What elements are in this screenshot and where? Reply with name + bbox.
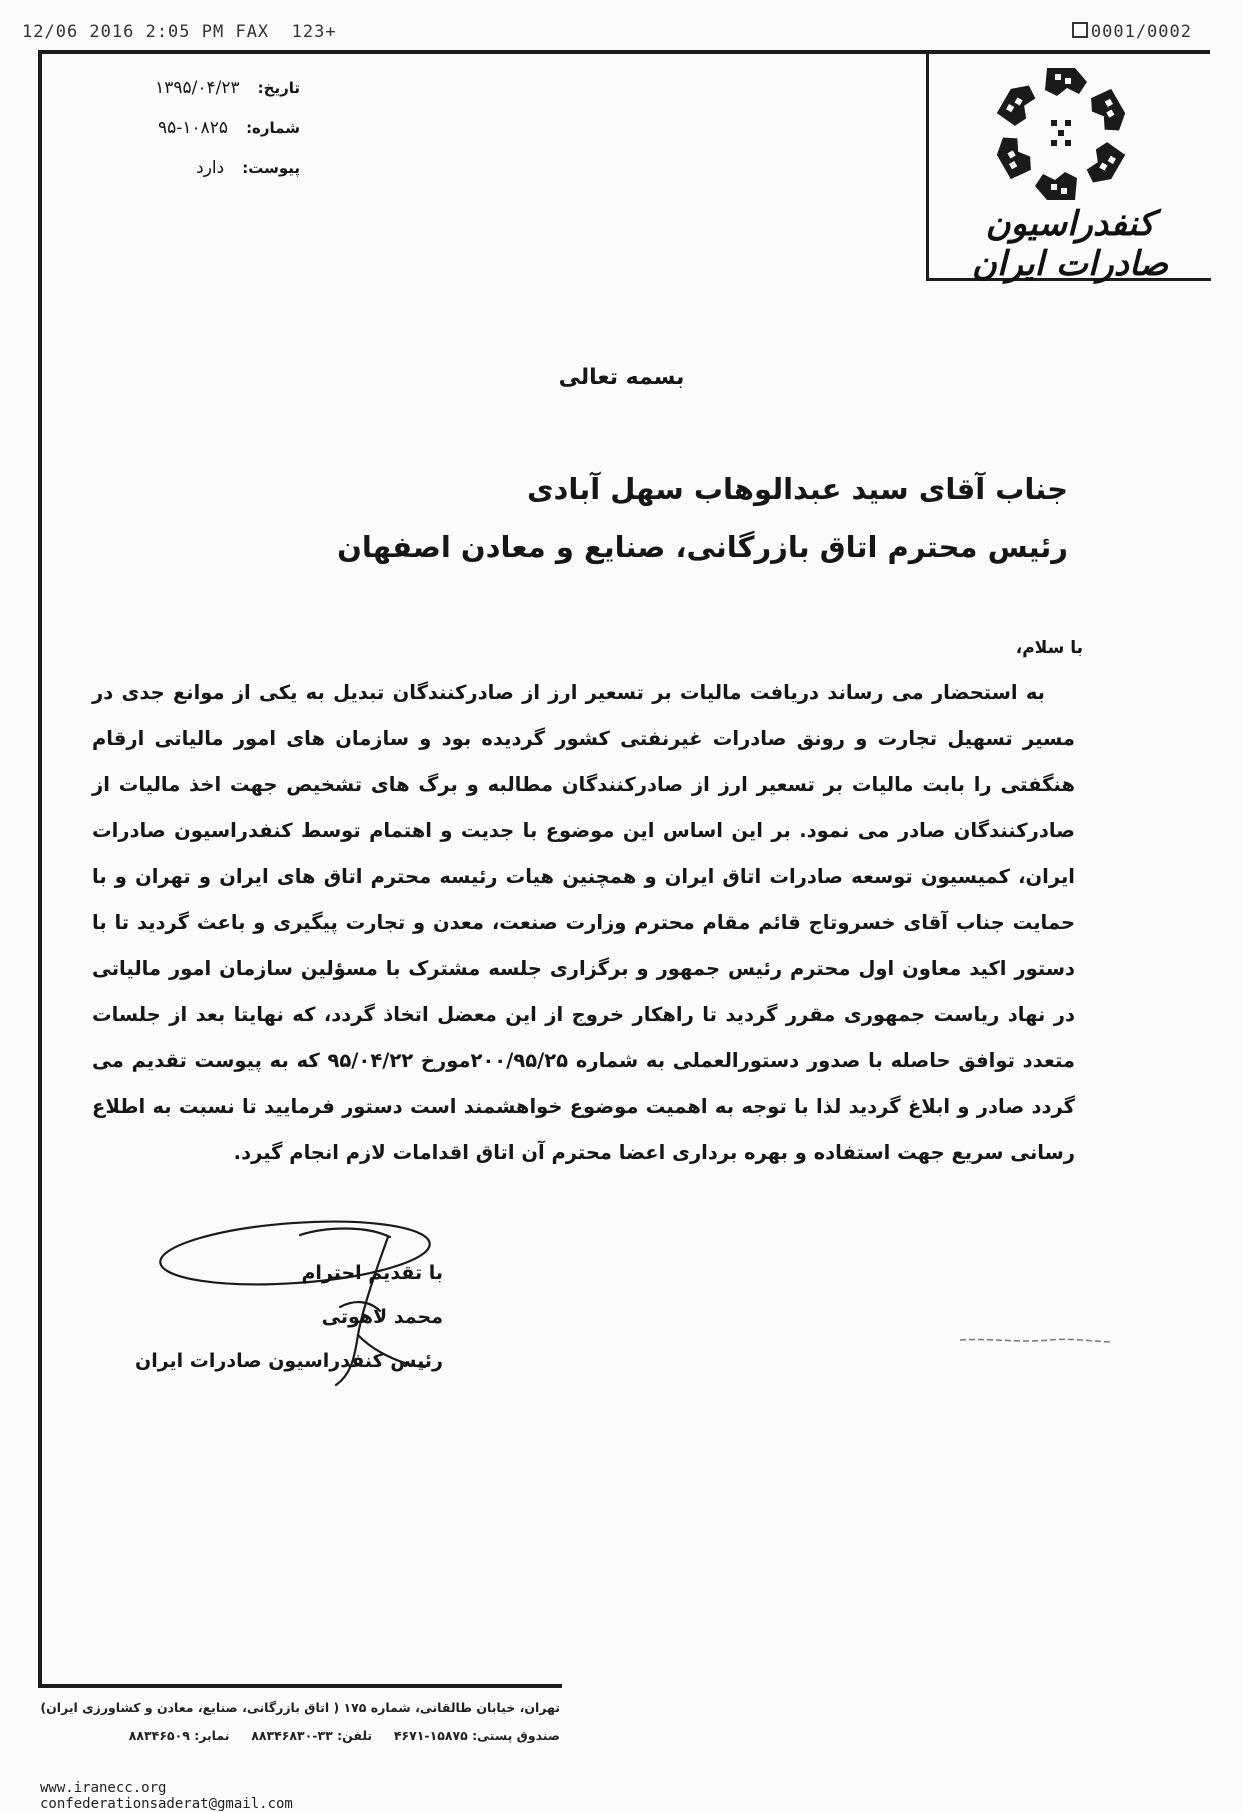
meta-date (120, 78, 300, 118)
meta-attachment-value: دارد (196, 158, 225, 178)
footer-address: تهران، خیابان طالقانی، شماره ۱۷۵ ( اتاق بازرگانی، صنایع، معادن و کشاورزی ایران) (40, 1700, 560, 1715)
organization-name: کنفدراسیون صادرات ایران (971, 204, 1169, 284)
greeting: با سلام، (1015, 638, 1083, 658)
signatory-title: رئیس کنفدراسیون صادرات ایران (135, 1350, 443, 1372)
meta-date-value: ۱۳۹۵/۰۴/۲۳ (155, 78, 240, 98)
letterhead-logo (926, 54, 1211, 284)
letter-footer (40, 1700, 560, 1756)
footer-phone: تلفن: ۳۳-۸۸۳۴۶۸۳۰ (251, 1728, 373, 1743)
addressee-block (337, 472, 1068, 588)
fax-header (22, 22, 1192, 48)
scan-artifact-line (960, 1335, 1110, 1345)
footer-fax: نمابر: ۸۸۳۴۶۵۰۹ (128, 1728, 230, 1743)
fax-box-icon (1072, 22, 1088, 38)
fax-timestamp: 12/06 2016 2:05 PM FAX 123+ (22, 22, 337, 42)
footer-website[interactable]: www.iranecc.org (40, 1780, 167, 1796)
closing-regards: با تقدیم احترام (301, 1262, 443, 1284)
iranecc-logo-icon (991, 64, 1131, 204)
meta-attachment (120, 158, 300, 198)
addressee-title: رئیس محترم اتاق بازرگانی، صنایع و معادن اصفهان (337, 530, 1068, 564)
signatory-name: محمد لاهوتی (321, 1306, 443, 1328)
footer-links (40, 1780, 560, 1812)
frame-bottom-border (38, 1684, 562, 1688)
meta-attachment-label: پیوست: (242, 159, 300, 177)
closing-block (135, 1262, 443, 1394)
letter-meta (120, 78, 300, 198)
meta-number-label: شماره: (246, 119, 300, 137)
fax-page-count (1072, 22, 1192, 42)
meta-date-label: تاریخ: (257, 79, 300, 97)
addressee-name: جناب آقای سید عبدالوهاب سهل آبادی (526, 472, 1068, 506)
meta-number-value: ۹۵-۱۰۸۲۵ (158, 118, 229, 138)
fax-page-number: 0001/0002 (1090, 22, 1192, 42)
meta-number (120, 118, 300, 158)
letter-paragraph: به استحضار می رساند دریافت مالیات بر تسعیر ارز از صادرکنندگان تبدیل به یکی از موانع جدی در مسیر تسهیل تجارت و رونق صادرات غیرنفتی کشور گردیده بود و سازمان های امور مالیاتی ارقام هنگفتی را بابت مالیات بر تسعیر ارز از صادرکنندگان مطالبه و برگ های تشخیص جهت اخذ مالیات از صادرکنندگان صادر می نمود. بر این اساس این موضوع با جدیت و اهتمام توسط کنفدراسیون صادرات ایران، کمیسیون توسعه صادرات اتاق ایران و همچنین هیات رئیسه محترم اتاق های ایران و تهران و با حمایت جناب آقای خسروتاج قائم مقام محترم وزارت صنعت، معدن و تجارت پیگیری و باعث گردید تا با دستور اکید معاون اول محترم رئیس جمهور و برگزاری جلسه مشترک با مسؤلین سازمان امور مالیاتی در نهاد ریاست جمهوری مقرر گردید تا راهکار خروج از این معضل اتخاذ گردد، که نهایتا بعد از جلسات متعدد توافق حاصله با صدور دستورالعملی به شماره ۲۰۰/۹۵/۲۵مورخ ۹۵/۰۴/۲۲ که به پیوست تقدیم می گردد صادر و ابلاغ گردید لذا با توجه به اهمیت موضوع خواهشمند است دستور فرمایید تا نسبت به اطلاع رسانی سریع جهت استفاده و بهره برداری اعضا محترم آن اتاق اقدامات لازم انجام گیرد. (92, 681, 1075, 1164)
bismillah-heading: بسمه تعالی (558, 365, 685, 390)
footer-email[interactable]: confederationsaderat@gmail.com (40, 1796, 293, 1812)
frame-left-border (38, 50, 42, 1685)
footer-postal: صندوق پستی: ۱۵۸۷۵-۴۶۷۱ (393, 1728, 560, 1743)
footer-contact-row (40, 1728, 560, 1756)
letter-body (92, 670, 1075, 1176)
